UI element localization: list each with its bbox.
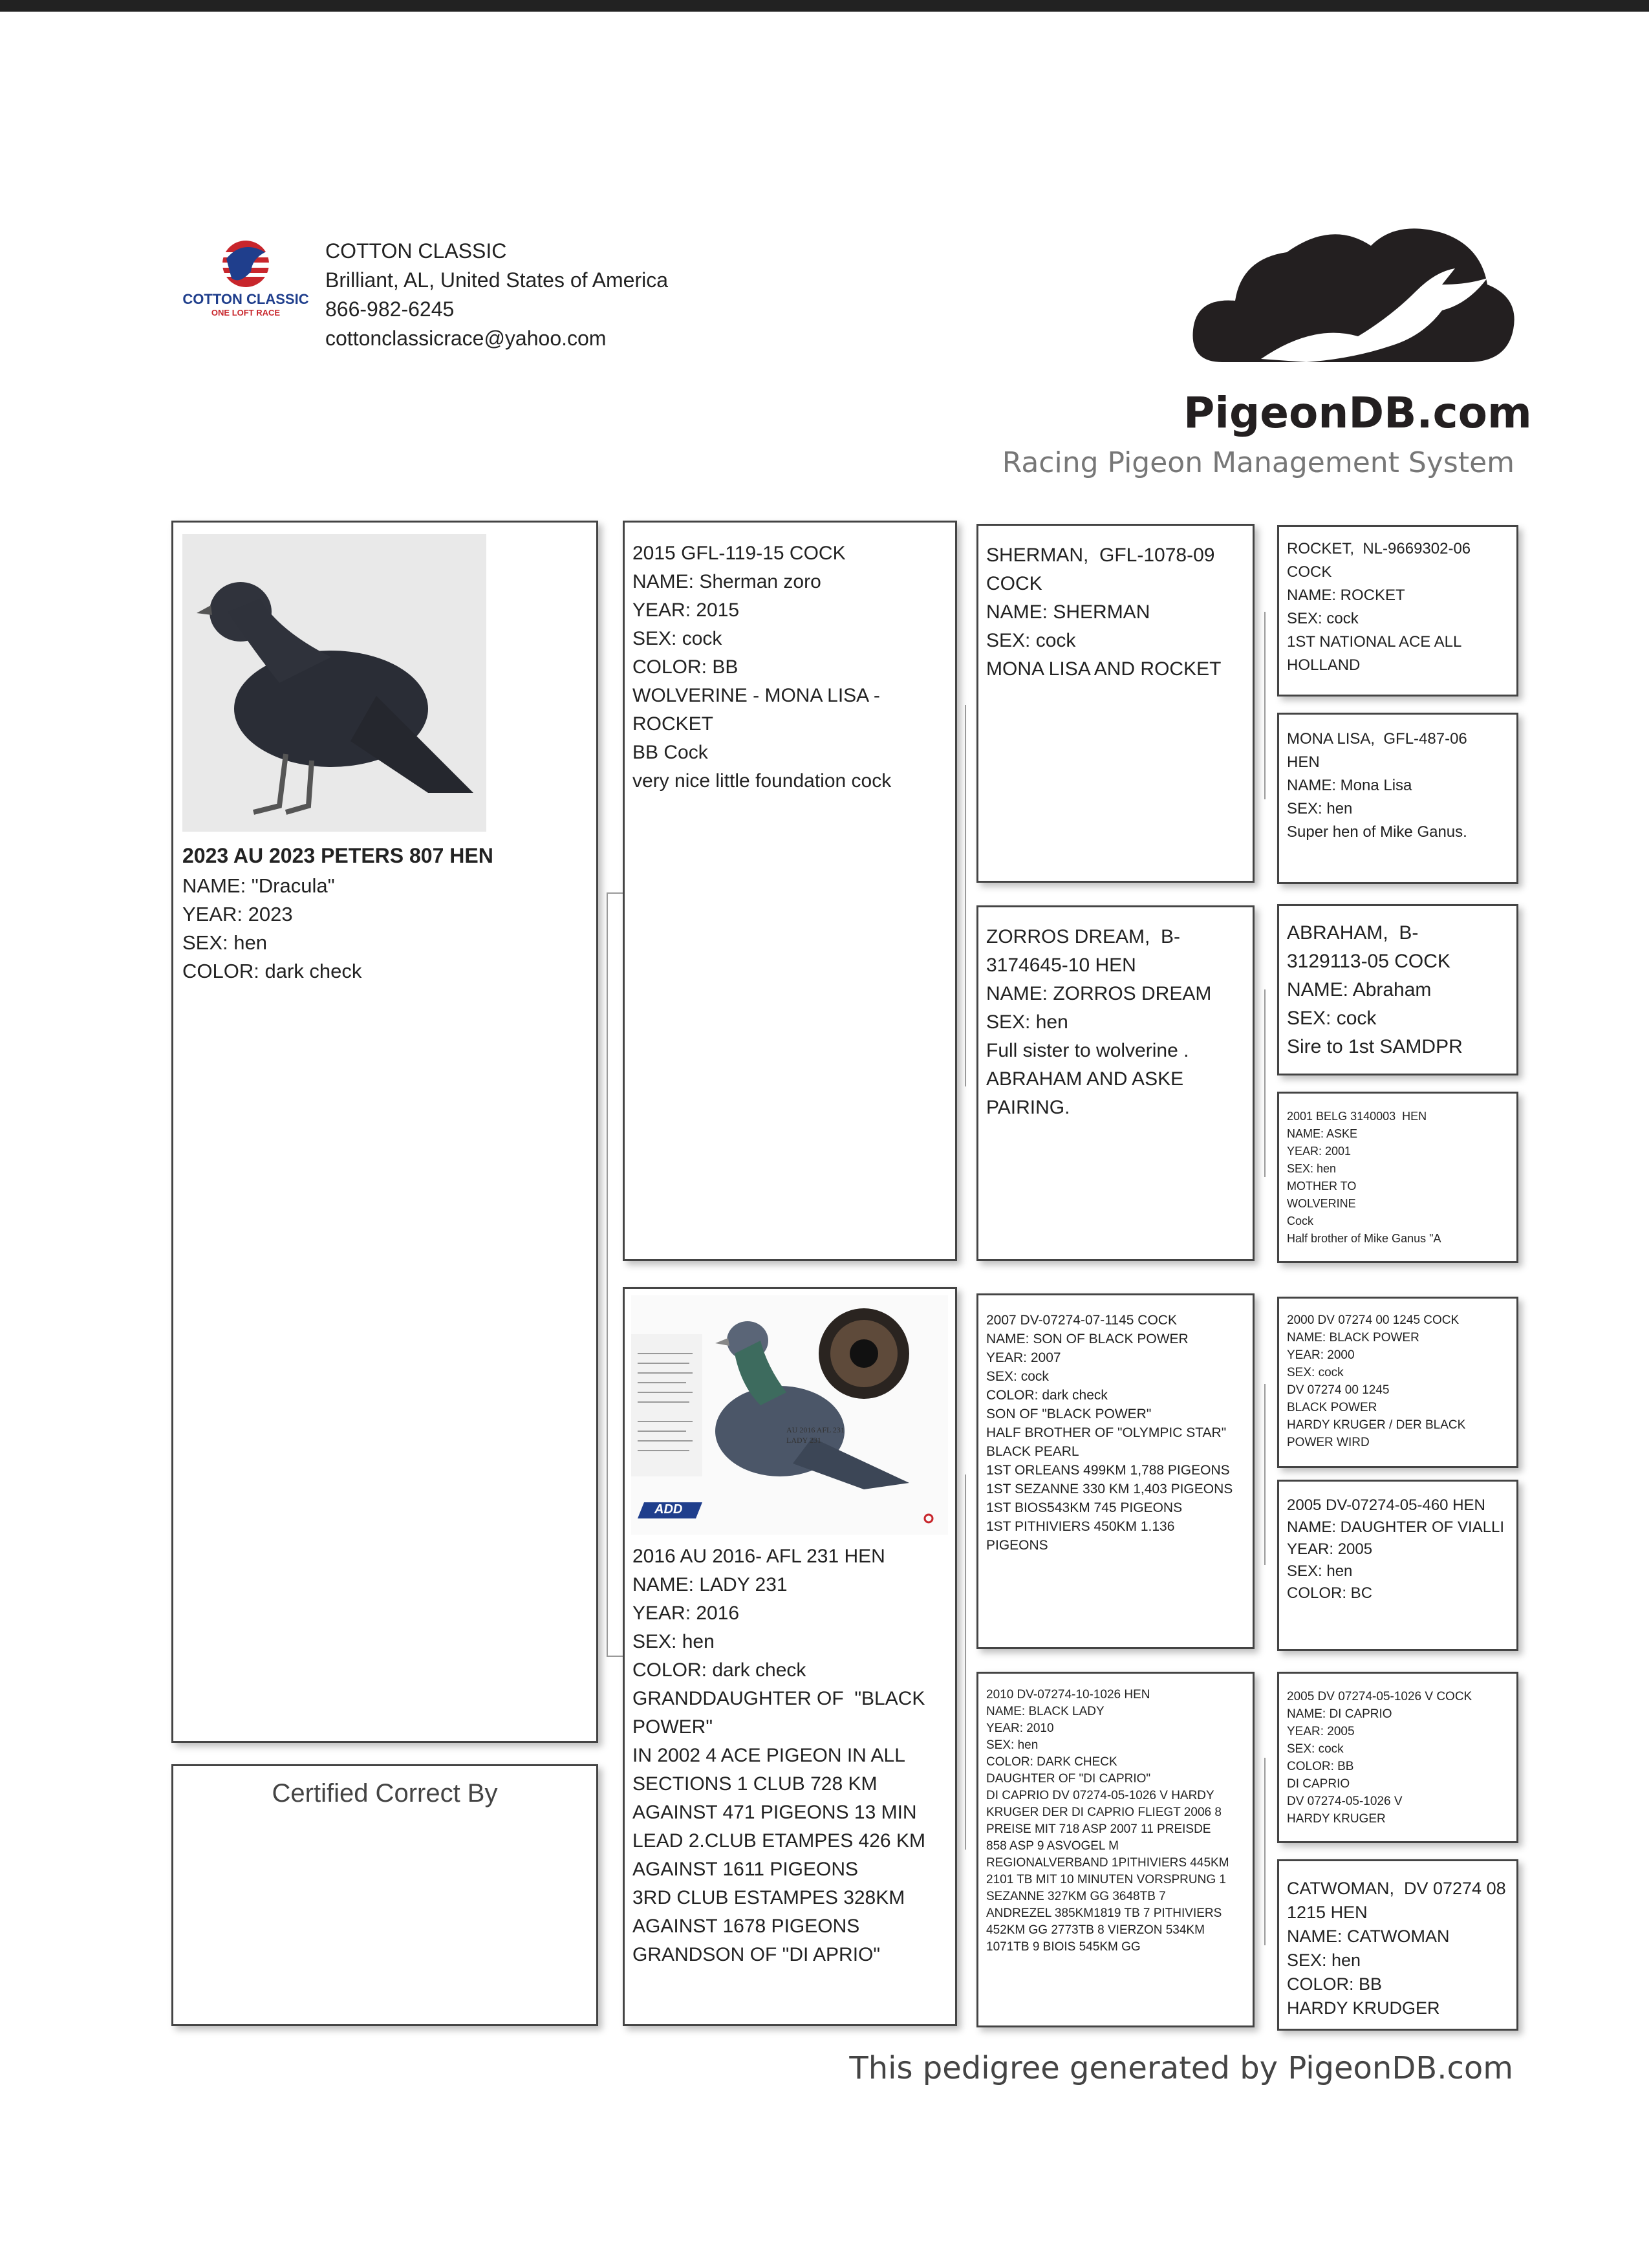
gp4-line: YEAR: 2010 — [986, 1722, 1054, 1735]
ggp7-line: NAME: DI CAPRIO — [1287, 1707, 1392, 1721]
club-info — [325, 237, 668, 353]
dam-line: AGAINST 471 PIGEONS 13 MIN — [632, 1802, 917, 1823]
ggp3-details — [1287, 919, 1463, 1061]
ggp2-line: NAME: Mona Lisa — [1287, 777, 1412, 794]
ggp8-line: CATWOMAN, DV 07274 08 — [1287, 1879, 1506, 1898]
gp3-line: 1ST BIOS543KM 745 PIGEONS — [986, 1500, 1183, 1515]
dam-line: 3RD CLUB ESTAMPES 328KM — [632, 1887, 905, 1908]
dam-line: AGAINST 1611 PIGEONS — [632, 1859, 859, 1880]
ggp7-line: DI CAPRIO — [1287, 1777, 1350, 1791]
ggp7-line: COLOR: BB — [1287, 1760, 1354, 1773]
ggp2-details — [1287, 728, 1467, 844]
gp2-line: SEX: hen — [986, 1011, 1068, 1033]
ggp3-line: Sire to 1st SAMDPR — [1287, 1036, 1463, 1057]
sire-line: very nice little foundation cock — [632, 770, 892, 792]
ggp8-line: HARDY KRUDGER — [1287, 1998, 1440, 2018]
gp4-line: 1071TB 9 BIOIS 545KM GG — [986, 1940, 1141, 1954]
logo-sub-text: ONE LOFT RACE — [211, 308, 281, 318]
footer-generated-by: This pedigree generated by PigeonDB.com — [849, 2050, 1513, 2086]
ggp7-line: HARDY KRUGER — [1287, 1812, 1386, 1826]
gp4-line: DI CAPRIO DV 07274-05-1026 V HARDY — [986, 1789, 1214, 1802]
bracket-line — [1264, 612, 1266, 799]
ggp6-line: COLOR: BC — [1287, 1584, 1373, 1602]
gp4-line: SEZANNE 327KM GG 3648TB 7 — [986, 1890, 1166, 1903]
brand-name: PigeonDB.com — [1183, 388, 1532, 438]
gp4-line: KRUGER DER DI CAPRIO FLIEGT 2006 8 — [986, 1806, 1222, 1819]
ggp2-line: MONA LISA, GFL-487-06 — [1287, 730, 1467, 748]
ggp3-line: NAME: Abraham — [1287, 979, 1432, 1000]
gp4-line: NAME: BLACK LADY — [986, 1705, 1105, 1718]
ggp-black-power-card — [1277, 1297, 1518, 1468]
ggp-aske-card — [1277, 1092, 1518, 1263]
ggp7-line: 2005 DV 07274-05-1026 V COCK — [1287, 1690, 1472, 1703]
ggp5-details — [1287, 1312, 1465, 1451]
subject-line: SEX: hen — [182, 931, 267, 954]
sire-line: BB Cock — [632, 742, 708, 763]
sire-line: YEAR: 2015 — [632, 599, 740, 621]
granddam-paternal-card — [976, 905, 1255, 1261]
ggp-di-caprio-card — [1277, 1672, 1518, 1843]
ggp-mona-lisa-card — [1277, 713, 1518, 884]
gp4-line: PREISE MIT 718 ASP 2007 11 PREISDE — [986, 1822, 1211, 1836]
gp4-line: 2101 TB MIT 10 MINUTEN VORSPRUNG 1 — [986, 1873, 1226, 1886]
ggp7-line: SEX: cock — [1287, 1742, 1344, 1756]
bracket-line — [1264, 989, 1266, 1177]
subject-line: YEAR: 2023 — [182, 903, 293, 925]
sire-line: SEX: cock — [632, 628, 722, 649]
ggp6-line: SEX: hen — [1287, 1562, 1353, 1580]
ggp4-details — [1287, 1108, 1441, 1247]
gp4-details — [986, 1687, 1229, 1956]
dam-line: IN 2002 4 ACE PIGEON IN ALL — [632, 1745, 905, 1766]
certified-card — [171, 1764, 598, 2026]
logo-main-text: COTTON CLASSIC — [182, 291, 309, 307]
ggp-catwoman-card — [1277, 1859, 1518, 2031]
dam-photo — [631, 1295, 948, 1535]
ggp2-line: Super hen of Mike Ganus. — [1287, 823, 1467, 841]
gp2-line: ABRAHAM AND ASKE — [986, 1068, 1184, 1090]
grandsire-maternal-card — [976, 1293, 1255, 1649]
bracket-line — [965, 1474, 966, 1850]
gp1-line: COCK — [986, 573, 1042, 594]
ggp1-line: 1ST NATIONAL ACE ALL — [1287, 633, 1462, 651]
sire-card — [623, 521, 957, 1261]
ggp5-line: BLACK POWER — [1287, 1401, 1377, 1414]
subject-details — [182, 872, 361, 986]
club-name: COTTON CLASSIC — [325, 239, 507, 263]
gp3-line: 1ST PITHIVIERS 450KM 1.136 — [986, 1519, 1175, 1534]
ggp4-line: YEAR: 2001 — [1287, 1145, 1352, 1158]
gp3-line: NAME: SON OF BLACK POWER — [986, 1332, 1189, 1346]
dam-line: SECTIONS 1 CLUB 728 KM — [632, 1773, 878, 1795]
gp3-details — [986, 1311, 1233, 1555]
gp4-line: 2010 DV-07274-10-1026 HEN — [986, 1688, 1150, 1701]
ggp8-line: 1215 HEN — [1287, 1903, 1368, 1922]
dam-photo-caption: AU 2016 AFL 231 LADY 231 — [786, 1425, 845, 1445]
bracket-line — [1264, 1384, 1266, 1565]
subject-photo — [182, 534, 486, 832]
pigeon-photo-icon — [182, 534, 486, 832]
ggp5-line: 2000 DV 07274 00 1245 COCK — [1287, 1313, 1460, 1327]
gp2-line: Full sister to wolverine . — [986, 1040, 1189, 1061]
ggp1-line: SEX: cock — [1287, 610, 1359, 627]
dam-line: SEX: hen — [632, 1631, 715, 1652]
gp4-line: ANDREZEL 385KM1819 TB 7 PITHIVIERS — [986, 1906, 1222, 1920]
ggp4-line: NAME: ASKE — [1287, 1127, 1358, 1140]
ggp4-line: SEX: hen — [1287, 1162, 1337, 1175]
ggp8-line: NAME: CATWOMAN — [1287, 1927, 1450, 1946]
ggp6-line: 2005 DV-07274-05-460 HEN — [1287, 1496, 1485, 1514]
gp2-line: NAME: ZORROS DREAM — [986, 983, 1212, 1004]
ggp7-line: DV 07274-05-1026 V — [1287, 1795, 1403, 1808]
pigeondb-logo — [1183, 207, 1520, 401]
club-email: cottonclassicrace@yahoo.com — [325, 327, 607, 350]
dam-line: GRANDDAUGHTER OF "BLACK — [632, 1688, 925, 1709]
ggp3-line: ABRAHAM, B- — [1287, 922, 1419, 944]
sire-line: NAME: Sherman zoro — [632, 571, 821, 592]
sire-line: ROCKET — [632, 713, 714, 735]
ggp5-line: NAME: BLACK POWER — [1287, 1331, 1419, 1345]
gp3-line: SON OF "BLACK POWER" — [986, 1407, 1152, 1421]
ggp6-details — [1287, 1495, 1504, 1604]
gp3-line: 1ST SEZANNE 330 KM 1,403 PIGEONS — [986, 1482, 1233, 1496]
ggp6-line: YEAR: 2005 — [1287, 1540, 1373, 1558]
gp4-line: 858 ASP 9 ASVOGEL M — [986, 1839, 1119, 1853]
ggp4-line: 2001 BELG 3140003 HEN — [1287, 1110, 1427, 1123]
ggp4-line: Half brother of Mike Ganus "A — [1287, 1232, 1441, 1245]
ggp6-line: NAME: DAUGHTER OF VIALLI — [1287, 1518, 1505, 1536]
sire-line: COLOR: BB — [632, 656, 738, 678]
gp2-details — [986, 923, 1211, 1122]
subject-line: NAME: "Dracula" — [182, 874, 335, 897]
granddam-maternal-card — [976, 1672, 1255, 2027]
ggp3-line: 3129113-05 COCK — [1287, 951, 1450, 972]
gp1-line: SEX: cock — [986, 630, 1076, 651]
gp4-line: DAUGHTER OF "DI CAPRIO" — [986, 1772, 1151, 1786]
gp1-line: SHERMAN, GFL-1078-09 — [986, 545, 1215, 566]
gp3-line: BLACK PEARL — [986, 1444, 1079, 1459]
ggp5-line: SEX: cock — [1287, 1366, 1344, 1379]
gp3-line: PIGEONS — [986, 1538, 1048, 1553]
ggp7-line: YEAR: 2005 — [1287, 1725, 1355, 1738]
gp3-line: COLOR: dark check — [986, 1388, 1108, 1403]
ggp8-line: COLOR: BB — [1287, 1974, 1383, 1994]
dam-photo-brand: ADD — [654, 1502, 683, 1517]
dam-line: POWER" — [632, 1716, 713, 1738]
gp1-line: NAME: SHERMAN — [986, 601, 1150, 623]
bracket-line — [1264, 1758, 1266, 1945]
ggp-rocket-card — [1277, 525, 1518, 697]
scan-edge — [0, 0, 1649, 12]
certified-label: Certified Correct By — [272, 1779, 498, 1808]
dam-line: LEAD 2.CLUB ETAMPES 426 KM — [632, 1830, 925, 1852]
ggp5-line: DV 07274 00 1245 — [1287, 1383, 1390, 1397]
ggp5-line: POWER WIRD — [1287, 1436, 1370, 1449]
ggp2-line: HEN — [1287, 753, 1320, 771]
ggp4-line: WOLVERINE — [1287, 1197, 1356, 1210]
sire-details — [632, 539, 891, 795]
ggp5-line: YEAR: 2000 — [1287, 1348, 1355, 1362]
dam-card — [623, 1287, 957, 2026]
ggp1-details — [1287, 537, 1471, 677]
ggp3-line: SEX: cock — [1287, 1008, 1377, 1029]
ggp8-line: SEX: hen — [1287, 1950, 1361, 1970]
club-phone: 866-982-6245 — [325, 297, 455, 321]
ggp8-details — [1287, 1877, 1506, 2020]
bracket-line — [607, 892, 623, 894]
gp2-line: 3174645-10 HEN — [986, 955, 1136, 976]
dam-line: 2016 AU 2016- AFL 231 HEN — [632, 1546, 885, 1567]
dam-line: COLOR: dark check — [632, 1659, 806, 1681]
subject-line: COLOR: dark check — [182, 960, 362, 982]
dam-line: NAME: LADY 231 — [632, 1574, 788, 1595]
bracket-line — [965, 705, 966, 1086]
ggp1-line: COCK — [1287, 563, 1332, 581]
gp3-line: SEX: cock — [986, 1369, 1049, 1384]
sire-line: 2015 GFL-119-15 COCK — [632, 543, 846, 564]
ggp-vialli-daughter-card — [1277, 1480, 1518, 1651]
ggp4-line: Cock — [1287, 1215, 1314, 1227]
gp3-line: YEAR: 2007 — [986, 1350, 1061, 1365]
gp3-line: HALF BROTHER OF "OLYMPIC STAR" — [986, 1425, 1227, 1440]
subject-card — [171, 521, 598, 1743]
gp4-line: SEX: hen — [986, 1738, 1039, 1752]
dam-line: YEAR: 2016 — [632, 1603, 740, 1624]
ggp5-line: HARDY KRUGER / DER BLACK — [1287, 1418, 1466, 1432]
bracket-line — [607, 1656, 623, 1657]
gp2-line: PAIRING. — [986, 1097, 1070, 1118]
ggp4-line: MOTHER TO — [1287, 1180, 1357, 1193]
ggp-abraham-card — [1277, 904, 1518, 1075]
grandsire-paternal-card — [976, 524, 1255, 883]
gp4-line: REGIONALVERBAND 1PITHIVIERS 445KM — [986, 1856, 1229, 1870]
gp4-line: 452KM GG 2773TB 8 VIERZON 534KM — [986, 1923, 1205, 1937]
ggp1-line: NAME: ROCKET — [1287, 587, 1405, 604]
ggp1-line: ROCKET, NL-9669302-06 — [1287, 540, 1471, 557]
cotton-classic-logo — [175, 233, 317, 323]
gp1-line: MONA LISA AND ROCKET — [986, 658, 1222, 680]
gp1-details — [986, 541, 1221, 684]
subject-title: 2023 AU 2023 PETERS 807 HEN — [182, 844, 493, 867]
ggp7-details — [1287, 1688, 1472, 1828]
gp3-line: 1ST ORLEANS 499KM 1,788 PIGEONS — [986, 1463, 1230, 1478]
gp3-line: 2007 DV-07274-07-1145 COCK — [986, 1313, 1177, 1328]
brand-tagline: Racing Pigeon Management System — [1002, 446, 1514, 479]
dam-details — [632, 1542, 925, 1969]
dam-line: AGAINST 1678 PIGEONS — [632, 1916, 860, 1937]
sire-line: WOLVERINE - MONA LISA - — [632, 685, 880, 706]
gp4-line: COLOR: DARK CHECK — [986, 1755, 1117, 1769]
cloud-dove-icon — [1183, 207, 1520, 401]
dam-line: GRANDSON OF "DI APRIO" — [632, 1944, 881, 1965]
gp2-line: ZORROS DREAM, B- — [986, 926, 1181, 947]
ggp2-line: SEX: hen — [1287, 800, 1353, 817]
bracket-line — [607, 892, 608, 1656]
club-location: Brilliant, AL, United States of America — [325, 268, 669, 292]
ggp1-line: HOLLAND — [1287, 656, 1361, 674]
pigeon-eye-photo-icon — [631, 1295, 948, 1535]
